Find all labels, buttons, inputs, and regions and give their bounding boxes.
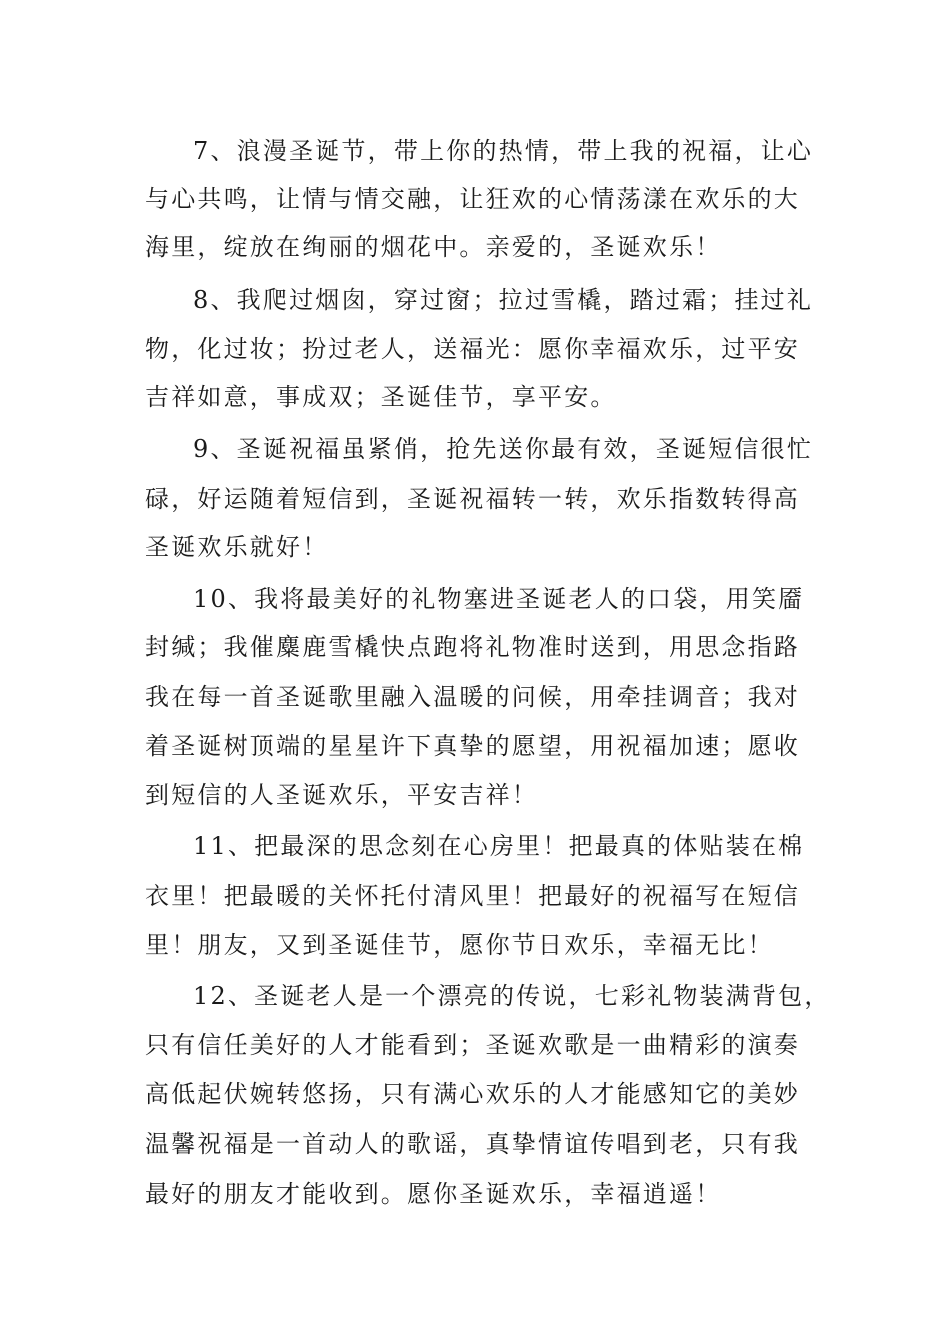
paragraph-10-line-5: 到短信的人圣诞欢乐，平安吉祥！ <box>145 781 538 809</box>
paragraph-11-line-1: 11、把最深的思念刻在心房里！把最真的体贴装在棉 <box>193 832 805 860</box>
paragraph-8-line-1: 8、我爬过烟囱，穿过窗；拉过雪橇，踏过霜；挂过礼 <box>193 286 814 314</box>
paragraph-12-line-3: 高低起伏婉转悠扬，只有满心欢乐的人才能感知它的美妙 <box>145 1080 800 1108</box>
paragraph-8-line-3: 吉祥如意，事成双；圣诞佳节，享平安。 <box>145 383 617 411</box>
paragraph-7-line-3: 海里，绽放在绚丽的烟花中。亲爱的，圣诞欢乐！ <box>145 233 722 261</box>
paragraph-7-line-1: 7、浪漫圣诞节，带上你的热情，带上我的祝福，让心 <box>193 137 814 165</box>
paragraph-7-line-2: 与心共鸣，让情与情交融，让狂欢的心情荡漾在欢乐的大 <box>145 185 800 213</box>
paragraph-9-line-3: 圣诞欢乐就好！ <box>145 533 329 561</box>
paragraph-12-line-1: 12、圣诞老人是一个漂亮的传说，七彩礼物装满背包， <box>193 982 831 1010</box>
paragraph-10-line-4: 着圣诞树顶端的星星许下真挚的愿望，用祝福加速；愿收 <box>145 732 800 760</box>
paragraph-10-line-1: 10、我将最美好的礼物塞进圣诞老人的口袋，用笑靥 <box>193 585 805 613</box>
paragraph-10-line-2: 封缄；我催麋鹿雪橇快点跑将礼物准时送到，用思念指路 <box>145 633 800 661</box>
paragraph-11-line-3: 里！朋友，又到圣诞佳节，愿你节日欢乐，幸福无比！ <box>145 931 774 959</box>
paragraph-12-line-5: 最好的朋友才能收到。愿你圣诞欢乐，幸福逍遥！ <box>145 1180 722 1208</box>
paragraph-9-line-1: 9、圣诞祝福虽紧俏，抢先送你最有效，圣诞短信很忙 <box>193 435 814 463</box>
paragraph-8-line-2: 物，化过妆；扮过老人，送福光：愿你幸福欢乐，过平安 <box>145 335 800 363</box>
paragraph-12-line-4: 温馨祝福是一首动人的歌谣，真挚情谊传唱到老，只有我 <box>145 1130 800 1158</box>
paragraph-11-line-2: 衣里！把最暖的关怀托付清风里！把最好的祝福写在短信 <box>145 882 800 910</box>
paragraph-9-line-2: 碌，好运随着短信到，圣诞祝福转一转，欢乐指数转得高 <box>145 485 800 513</box>
paragraph-10-line-3: 我在每一首圣诞歌里融入温暖的问候，用牵挂调音；我对 <box>145 683 800 711</box>
paragraph-12-line-2: 只有信任美好的人才能看到；圣诞欢歌是一曲精彩的演奏 <box>145 1031 800 1059</box>
